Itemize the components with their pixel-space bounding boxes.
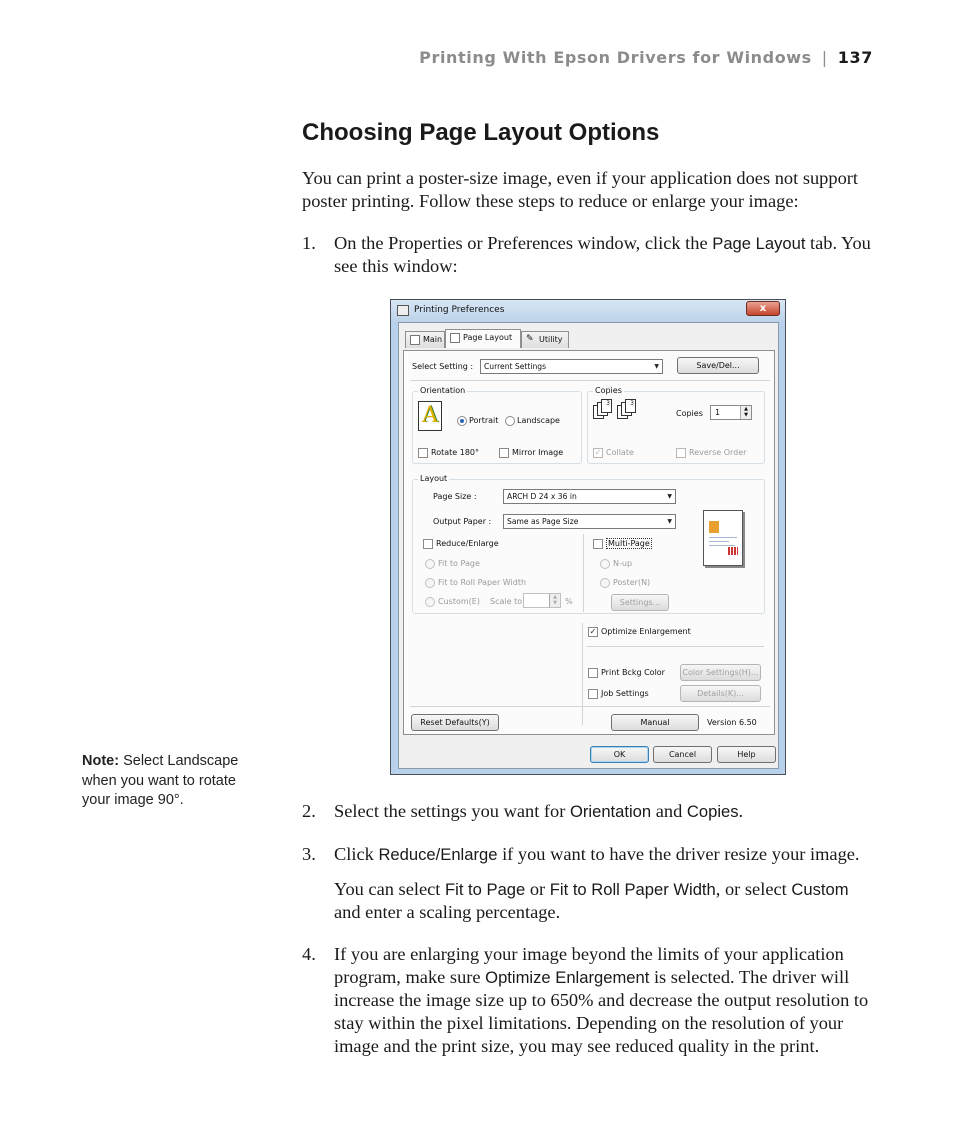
poster-radio[interactable] — [600, 578, 610, 588]
step-text: and enter a scaling percentage. — [334, 902, 561, 922]
step-number: 4. — [302, 944, 316, 964]
rotate-180-checkbox[interactable] — [418, 448, 428, 458]
nup-label: N-up — [613, 559, 633, 568]
divider — [582, 623, 583, 725]
step-1 — [302, 232, 877, 278]
wrench-icon: ✎ — [526, 334, 534, 344]
ui-term: Orientation — [569, 802, 652, 821]
print-bckg-color-checkbox[interactable] — [588, 668, 598, 678]
custom-label: Custom(E) — [438, 597, 480, 606]
cancel-button[interactable]: Cancel — [653, 746, 712, 763]
reset-defaults-button[interactable]: Reset Defaults(Y) — [411, 714, 499, 731]
percent-label: % — [565, 597, 573, 606]
save-del-button[interactable]: Save/Del... — [677, 357, 759, 374]
ui-term: Fit to Page — [445, 880, 526, 899]
rotate-180-label: Rotate 180° — [431, 448, 480, 457]
note-text: when you want to rotate your image 90°. — [82, 772, 236, 808]
copies-group — [587, 386, 765, 464]
optimize-enlargement-checkbox[interactable]: ✓ — [589, 627, 597, 636]
version-label: Version 6.50 — [707, 718, 757, 727]
section-title: Choosing Page Layout Options — [302, 119, 660, 146]
details-button[interactable]: Details(K)... — [680, 685, 761, 702]
main-tab-icon — [410, 335, 420, 345]
output-paper-dropdown[interactable]: Same as Page Size ▼ — [503, 514, 676, 529]
step-text: If you are enlarging your image beyond the limits of your application program, make sure — [334, 944, 844, 987]
poster-label: Poster(N) — [613, 578, 651, 587]
dialog-title: Printing Preferences — [414, 305, 505, 315]
optimize-enlargement-label: Optimize Enlargement — [601, 627, 691, 636]
step-3 — [302, 843, 877, 866]
page-size-label: Page Size : — [433, 492, 477, 501]
multi-page-checkbox[interactable] — [593, 539, 603, 549]
ok-button[interactable]: OK — [590, 746, 649, 763]
portrait-radio[interactable] — [457, 416, 467, 426]
printer-icon — [397, 305, 409, 316]
margin-note — [82, 752, 267, 811]
step-3-detail — [302, 878, 877, 924]
step-text: is selected. The driver will increase the image size up to 650% and decrease the output resolution to stay within the pixel limitations. Depending on the resolution of your image and the print size, you may see reduced quality in the print. — [334, 967, 869, 1056]
intro-paragraph: You can print a poster-size image, even if your application does not support poster printing. Follow these steps to reduce or enlarge your image: — [302, 168, 858, 211]
collate-label: Collate — [606, 448, 634, 457]
step-number: 2. — [302, 801, 316, 821]
reduce-enlarge-label: Reduce/Enlarge — [436, 539, 499, 548]
step-text: tab. You see this window: — [334, 233, 871, 276]
ui-term: Reduce/Enlarge — [378, 845, 498, 864]
step-text: if you want to have the driver resize your image. — [497, 844, 860, 864]
settings-button[interactable]: Settings... — [611, 594, 669, 611]
manual-button[interactable]: Manual — [611, 714, 699, 731]
preview-bars — [728, 547, 738, 555]
page-preview — [703, 510, 743, 566]
custom-radio[interactable] — [425, 597, 435, 607]
running-separator: | — [821, 48, 828, 67]
divider — [410, 380, 770, 381]
collate-page-icon: 3 — [625, 399, 636, 413]
reduce-enlarge-checkbox[interactable] — [423, 539, 433, 549]
running-head — [419, 48, 873, 67]
step-text: On the Properties or Preferences window, click the — [334, 233, 713, 253]
step-text: Click — [334, 844, 379, 864]
page-layout-panel — [403, 350, 775, 735]
color-settings-button[interactable]: Color Settings(H)... — [680, 664, 761, 681]
scale-to-label: Scale to — [490, 597, 523, 606]
step-text: . — [738, 801, 744, 821]
note-label: Note: — [82, 753, 120, 769]
ui-term: Optimize Enlargement — [485, 968, 650, 987]
tab-label: Utility — [539, 335, 563, 344]
fit-roll-width-radio[interactable] — [425, 578, 435, 588]
preview-line — [709, 545, 735, 546]
multi-page-label: Multi-Page — [608, 539, 650, 548]
fit-roll-width-label: Fit to Roll Paper Width — [438, 578, 527, 587]
collate-checkbox[interactable]: ✓ — [594, 448, 602, 457]
tab-label: Page Layout — [463, 333, 513, 342]
reverse-order-label: Reverse Order — [689, 448, 747, 457]
dialog-titlebar — [391, 300, 785, 322]
layout-group — [412, 474, 765, 614]
help-button[interactable]: Help — [717, 746, 776, 763]
page-layout-tab-icon — [450, 333, 460, 343]
stepper-arrows-icon[interactable]: ▲ ▼ — [549, 594, 560, 607]
ui-term: Fit to Roll Paper Width — [549, 880, 716, 899]
page-size-dropdown[interactable]: ARCH D 24 x 36 in ▼ — [503, 489, 676, 504]
step-text: You can select — [334, 879, 446, 899]
landscape-radio[interactable] — [505, 416, 515, 426]
ui-term: Custom — [791, 880, 849, 899]
step-2 — [302, 800, 877, 823]
fit-to-page-label: Fit to Page — [438, 559, 480, 568]
copies-value: 1 — [715, 408, 721, 417]
copies-stepper[interactable] — [710, 405, 752, 420]
orientation-title: Orientation — [420, 386, 466, 395]
portrait-label: Portrait — [469, 416, 499, 425]
copies-label: Copies — [676, 409, 703, 418]
stepper-arrows-icon[interactable]: ▲ ▼ — [740, 406, 751, 419]
output-paper-label: Output Paper : — [433, 517, 492, 526]
ui-term: Page Layout — [712, 234, 806, 253]
ui-term: Copies — [686, 802, 739, 821]
step-4 — [302, 943, 877, 1058]
preview-line — [709, 537, 737, 538]
layout-title: Layout — [420, 474, 448, 483]
close-button[interactable]: x — [746, 301, 780, 316]
select-setting-dropdown[interactable]: Current Settings ▼ — [480, 359, 663, 374]
mirror-image-checkbox[interactable] — [499, 448, 509, 458]
landscape-label: Landscape — [517, 416, 560, 425]
page-number: 137 — [837, 48, 873, 67]
step-text: Select the settings you want for — [334, 801, 570, 821]
note-text: Select — [119, 753, 168, 769]
copies-title: Copies — [595, 386, 622, 395]
running-title: Printing With Epson Drivers for Windows — [419, 48, 812, 67]
tab-main[interactable] — [405, 331, 445, 348]
scale-stepper[interactable] — [523, 593, 561, 608]
tab-utility[interactable] — [521, 331, 569, 348]
tab-page-layout[interactable] — [445, 329, 521, 348]
step-number: 3. — [302, 844, 316, 864]
preview-line — [709, 541, 729, 542]
step-text: or — [525, 879, 550, 899]
nup-radio[interactable] — [600, 559, 610, 569]
job-settings-label: Job Settings — [601, 689, 649, 698]
divider — [586, 646, 764, 647]
collate-page-icon: 3 — [601, 399, 612, 413]
reverse-order-checkbox[interactable] — [676, 448, 686, 458]
mirror-image-label: Mirror Image — [512, 448, 564, 457]
step-text: and — [651, 801, 687, 821]
printing-preferences-dialog — [390, 299, 786, 775]
job-settings-checkbox[interactable] — [588, 689, 598, 699]
print-bckg-color-label: Print Bckg Color — [601, 668, 665, 677]
preview-image-block — [709, 521, 719, 533]
note-ui-term: Landscape — [167, 753, 239, 769]
select-setting-label: Select Setting : — [412, 362, 474, 371]
divider — [583, 534, 584, 612]
step-number: 1. — [302, 233, 316, 253]
dialog-client — [398, 322, 779, 769]
fit-to-page-radio[interactable] — [425, 559, 435, 569]
orientation-group — [412, 386, 582, 464]
tab-label: Main — [423, 335, 443, 344]
step-text: , or select — [715, 879, 792, 899]
divider — [410, 706, 770, 707]
portrait-preview-icon: A — [418, 401, 442, 431]
